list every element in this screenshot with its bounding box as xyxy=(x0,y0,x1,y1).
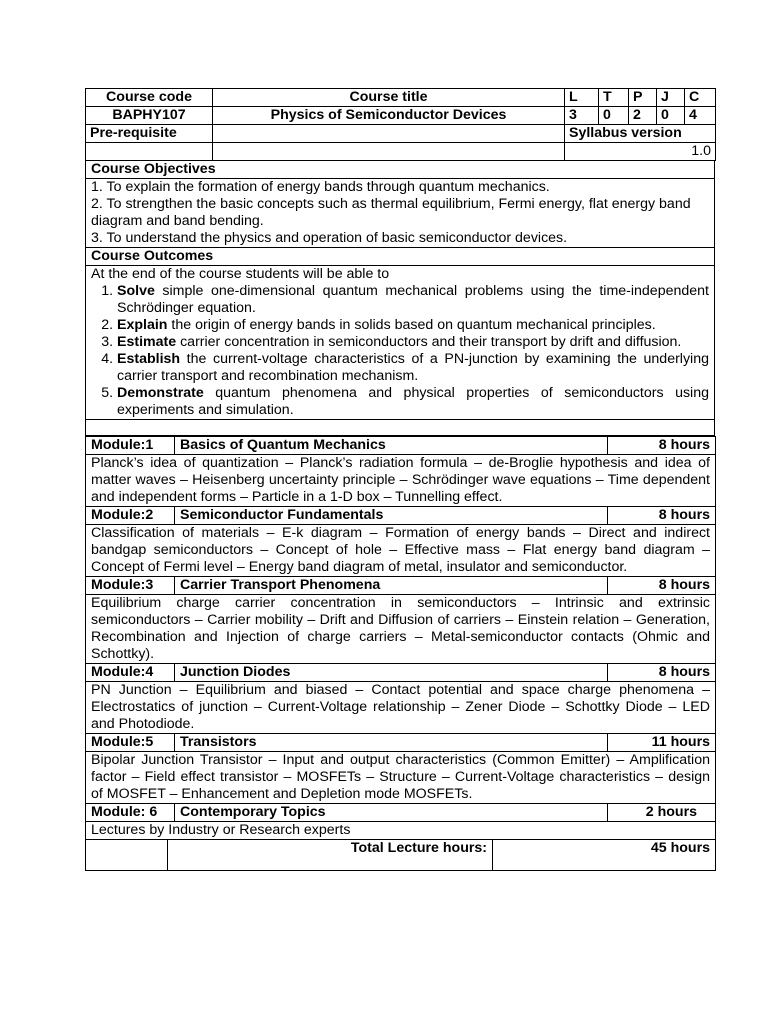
module-content: Bipolar Junction Transistor – Input and output characteristics (Common Emitter) – Amplification factor – Field effect transistor – MOSFETs – Structure – Current-Voltage characteristics – design of MOSFET – Enhancement and Depletion mode MOSFETs. xyxy=(86,752,716,804)
objective-item: 3. To understand the physics and operation of basic semiconductor devices. xyxy=(91,230,568,246)
module-hours: 8 hours xyxy=(608,437,716,455)
syllabus-version-label: Syllabus version xyxy=(565,125,716,143)
ltpjc-value-c: 4 xyxy=(685,107,716,125)
empty-cell xyxy=(86,143,213,161)
outcomes-intro: At the end of the course students will be able to xyxy=(91,266,390,282)
module-content: PN Junction – Equilibrium and biased – Contact potential and space charge phenomena – Electrostatics of junction – Current-Voltage relationship – Zener Diode – Schottky Diode – LED and Photodiode. xyxy=(86,682,716,734)
module-title: Contemporary Topics xyxy=(175,804,608,822)
ltpjc-value-j: 0 xyxy=(657,107,685,125)
module-label: Module: 6 xyxy=(86,804,175,822)
objectives-outcomes-table xyxy=(85,161,715,436)
module-label: Module:3 xyxy=(86,577,175,595)
total-hours-value: 45 hours xyxy=(493,840,716,871)
ltpjc-value-p: 2 xyxy=(629,107,657,125)
ltpjc-label-j: J xyxy=(657,89,685,107)
empty-cell xyxy=(86,840,168,871)
module-title: Transistors xyxy=(175,734,608,752)
syllabus-page xyxy=(85,88,715,871)
prerequisite-label: Pre-requisite xyxy=(86,125,213,143)
ltpjc-label-p: P xyxy=(629,89,657,107)
module-content: Lectures by Industry or Research experts xyxy=(86,822,716,840)
outcome-item: 3. Estimate carrier concentration in semiconductors and their transport by drift and diffusion. xyxy=(117,334,709,351)
outcome-item: 4. Establish the current-voltage characteristics of a PN-junction by examining the underlying carrier transport and recombination mechanism. xyxy=(117,351,709,385)
course-title-label: Course title xyxy=(213,89,565,107)
ltpjc-label-l: L xyxy=(565,89,599,107)
course-objectives-heading: Course Objectives xyxy=(86,161,715,179)
ltpjc-label-c: C xyxy=(685,89,716,107)
empty-cell xyxy=(213,143,565,161)
module-hours: 11 hours xyxy=(608,734,716,752)
course-objectives-list xyxy=(86,179,715,248)
course-outcomes-list xyxy=(86,266,715,420)
module-label: Module:4 xyxy=(86,664,175,682)
module-label: Module:5 xyxy=(86,734,175,752)
module-label: Module:2 xyxy=(86,507,175,525)
module-label: Module:1 xyxy=(86,437,175,455)
module-content: Planck’s idea of quantization – Planck’s radiation formula – de-Broglie hypothesis and idea of matter waves – Heisenberg uncertainty principle – Schrödinger wave equations – Time dependent and independent forms – Particle in a 1-D box – Tunnelling effect. xyxy=(86,455,716,507)
spacer-row xyxy=(86,420,715,436)
ltpjc-value-l: 3 xyxy=(565,107,599,125)
module-content: Equilibrium charge carrier concentration in semiconductors – Intrinsic and extrinsic semiconductors – Carrier mobility – Drift and Diffusion of carriers – Einstein relation – Generation, Recombination and Injection of charge carriers – Metal-semiconductor contacts (Ohmic and Schottky). xyxy=(86,595,716,664)
course-outcomes-heading: Course Outcomes xyxy=(86,248,715,266)
module-title: Basics of Quantum Mechanics xyxy=(175,437,608,455)
prerequisite-value xyxy=(213,125,565,143)
module-content: Classification of materials – E-k diagram – Formation of energy bands – Direct and indirect bandgap semiconductors – Concept of hole – Effective mass – Flat energy band diagram – Concept of Fermi level – Energy band diagram of metal, insulator and semiconductor. xyxy=(86,525,716,577)
objective-item: 2. To strengthen the basic concepts such as thermal equilibrium, Fermi energy, flat energy band diagram and band bending. xyxy=(91,196,691,229)
modules-table xyxy=(85,436,716,840)
module-hours: 8 hours xyxy=(608,507,716,525)
total-hours-label: Total Lecture hours: xyxy=(168,840,493,871)
module-hours: 2 hours xyxy=(608,804,716,822)
module-hours: 8 hours xyxy=(608,664,716,682)
module-title: Junction Diodes xyxy=(175,664,608,682)
course-title-value: Physics of Semiconductor Devices xyxy=(213,107,565,125)
course-header-table xyxy=(85,88,716,161)
ltpjc-label-t: T xyxy=(599,89,629,107)
module-hours: 8 hours xyxy=(608,577,716,595)
objective-item: 1. To explain the formation of energy bands through quantum mechanics. xyxy=(91,179,550,195)
total-hours-table xyxy=(85,840,716,871)
outcome-item: 2. Explain the origin of energy bands in solids based on quantum mechanical principles. xyxy=(117,317,709,334)
module-title: Carrier Transport Phenomena xyxy=(175,577,608,595)
syllabus-version-value: 1.0 xyxy=(565,143,716,161)
module-title: Semiconductor Fundamentals xyxy=(175,507,608,525)
outcome-item: 5. Demonstrate quantum phenomena and physical properties of semiconductors using experiments and simulation. xyxy=(117,385,709,419)
course-code-value: BAPHY107 xyxy=(86,107,213,125)
course-code-label: Course code xyxy=(86,89,213,107)
ltpjc-value-t: 0 xyxy=(599,107,629,125)
outcome-item: 1. Solve simple one-dimensional quantum mechanical problems using the time-independent Schrödinger equation. xyxy=(117,283,709,317)
